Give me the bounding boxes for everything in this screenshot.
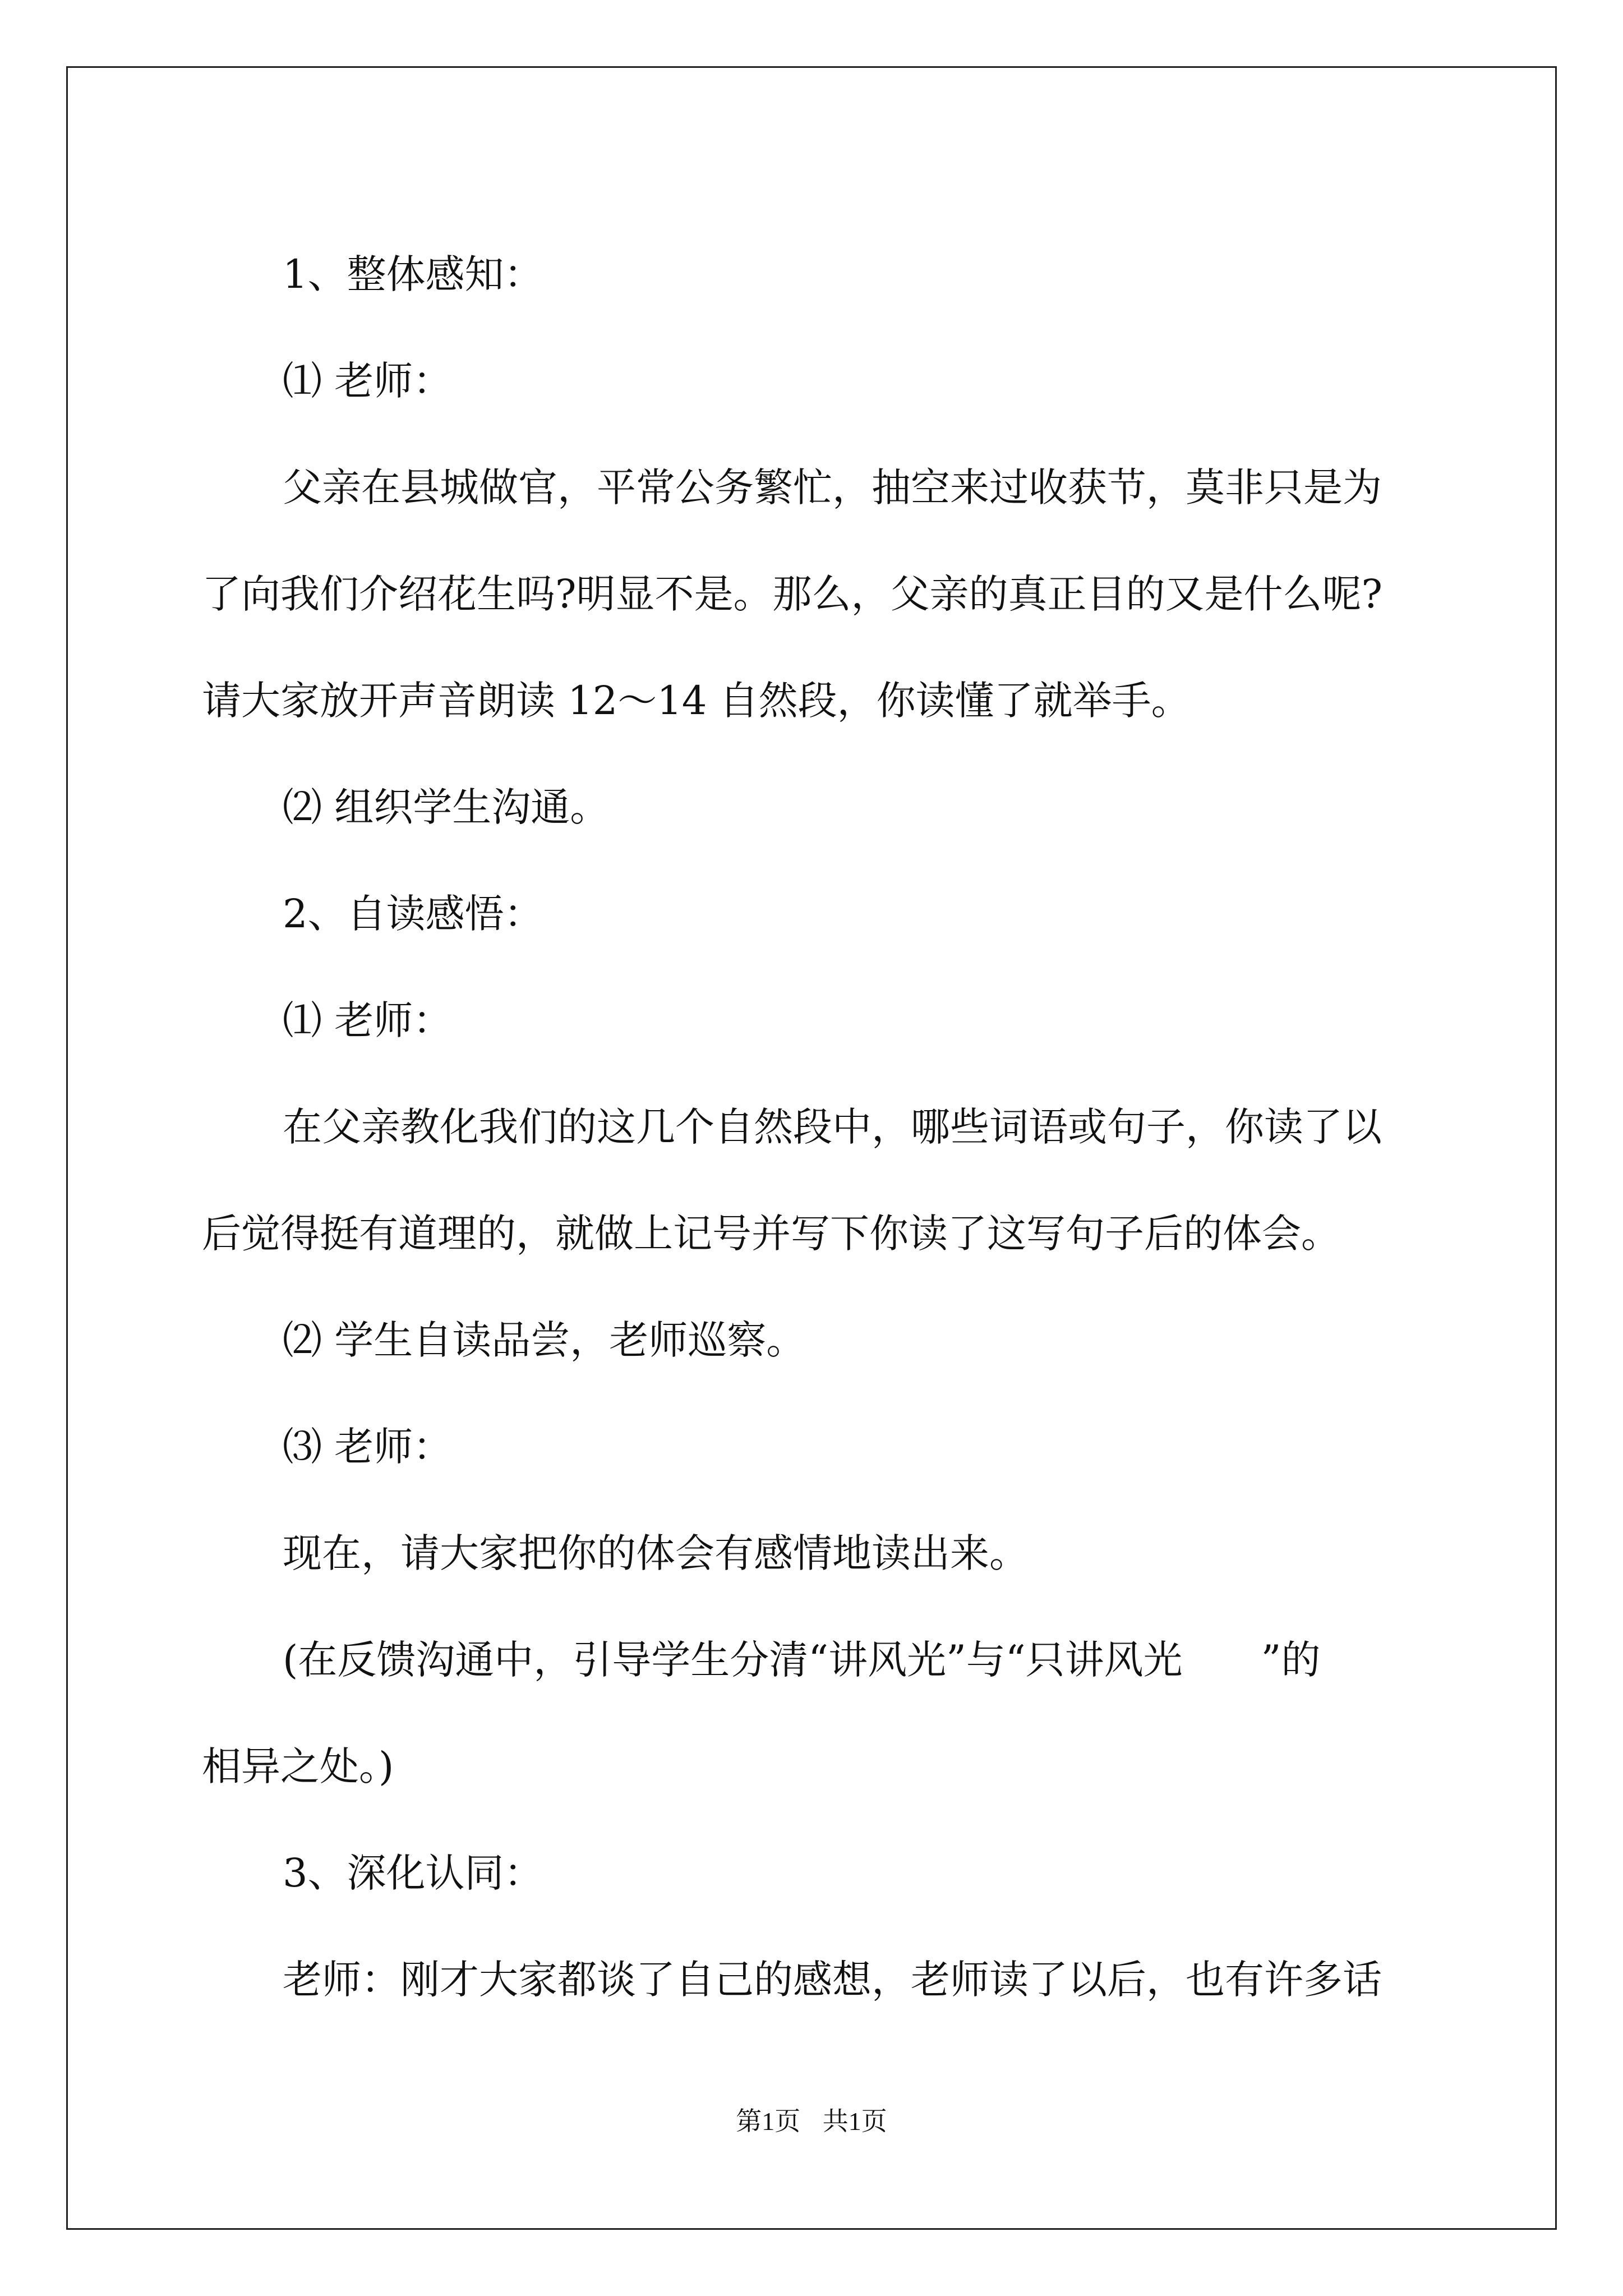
text-line: ⑵ 组织学生沟通。	[283, 784, 610, 830]
document-body	[202, 222, 1436, 2033]
text-line: ⑶ 老师：	[283, 1424, 453, 1470]
text-line: ⑵ 学生自读品尝，老师巡察。	[283, 1317, 806, 1363]
text-line: (在反馈沟通中，引导学生分清“讲风光”与“只讲风光 ”的	[283, 1637, 1321, 1683]
page-number: 第1页	[736, 2107, 801, 2136]
text-line: 现在，请大家把你的体会有感情地读出来。	[283, 1530, 1029, 1576]
text-line: 父亲在县城做官，平常公务繁忙，抽空来过收获节，莫非只是为	[283, 464, 1382, 510]
text-line: 相异之处。)	[202, 1743, 394, 1789]
text-line: 2、自读感悟：	[283, 891, 543, 937]
text-line: 老师：刚才大家都谈了自己的感想，老师读了以后，也有许多话	[283, 1957, 1382, 2003]
text-line: 在父亲教化我们的这几个自然段中，哪些词语或句子，你读了以	[283, 1104, 1382, 1150]
text-line: 了向我们介绍花生吗?明显不是。那么，父亲的真正目的又是什么呢?	[202, 571, 1383, 617]
text-line: 1、整体感知：	[283, 251, 543, 297]
page-total: 共1页	[822, 2107, 887, 2136]
text-line: ⑴ 老师：	[283, 997, 453, 1043]
text-line: 3、深化认同：	[283, 1850, 543, 1896]
page-footer	[0, 2101, 1623, 2138]
text-line: ⑴ 老师：	[283, 358, 453, 404]
text-line: 请大家放开声音朗读 12～14 自然段，你读懂了就举手。	[202, 678, 1191, 724]
text-line: 后觉得挺有道理的，就做上记号并写下你读了这写句子后的体会。	[202, 1211, 1340, 1257]
